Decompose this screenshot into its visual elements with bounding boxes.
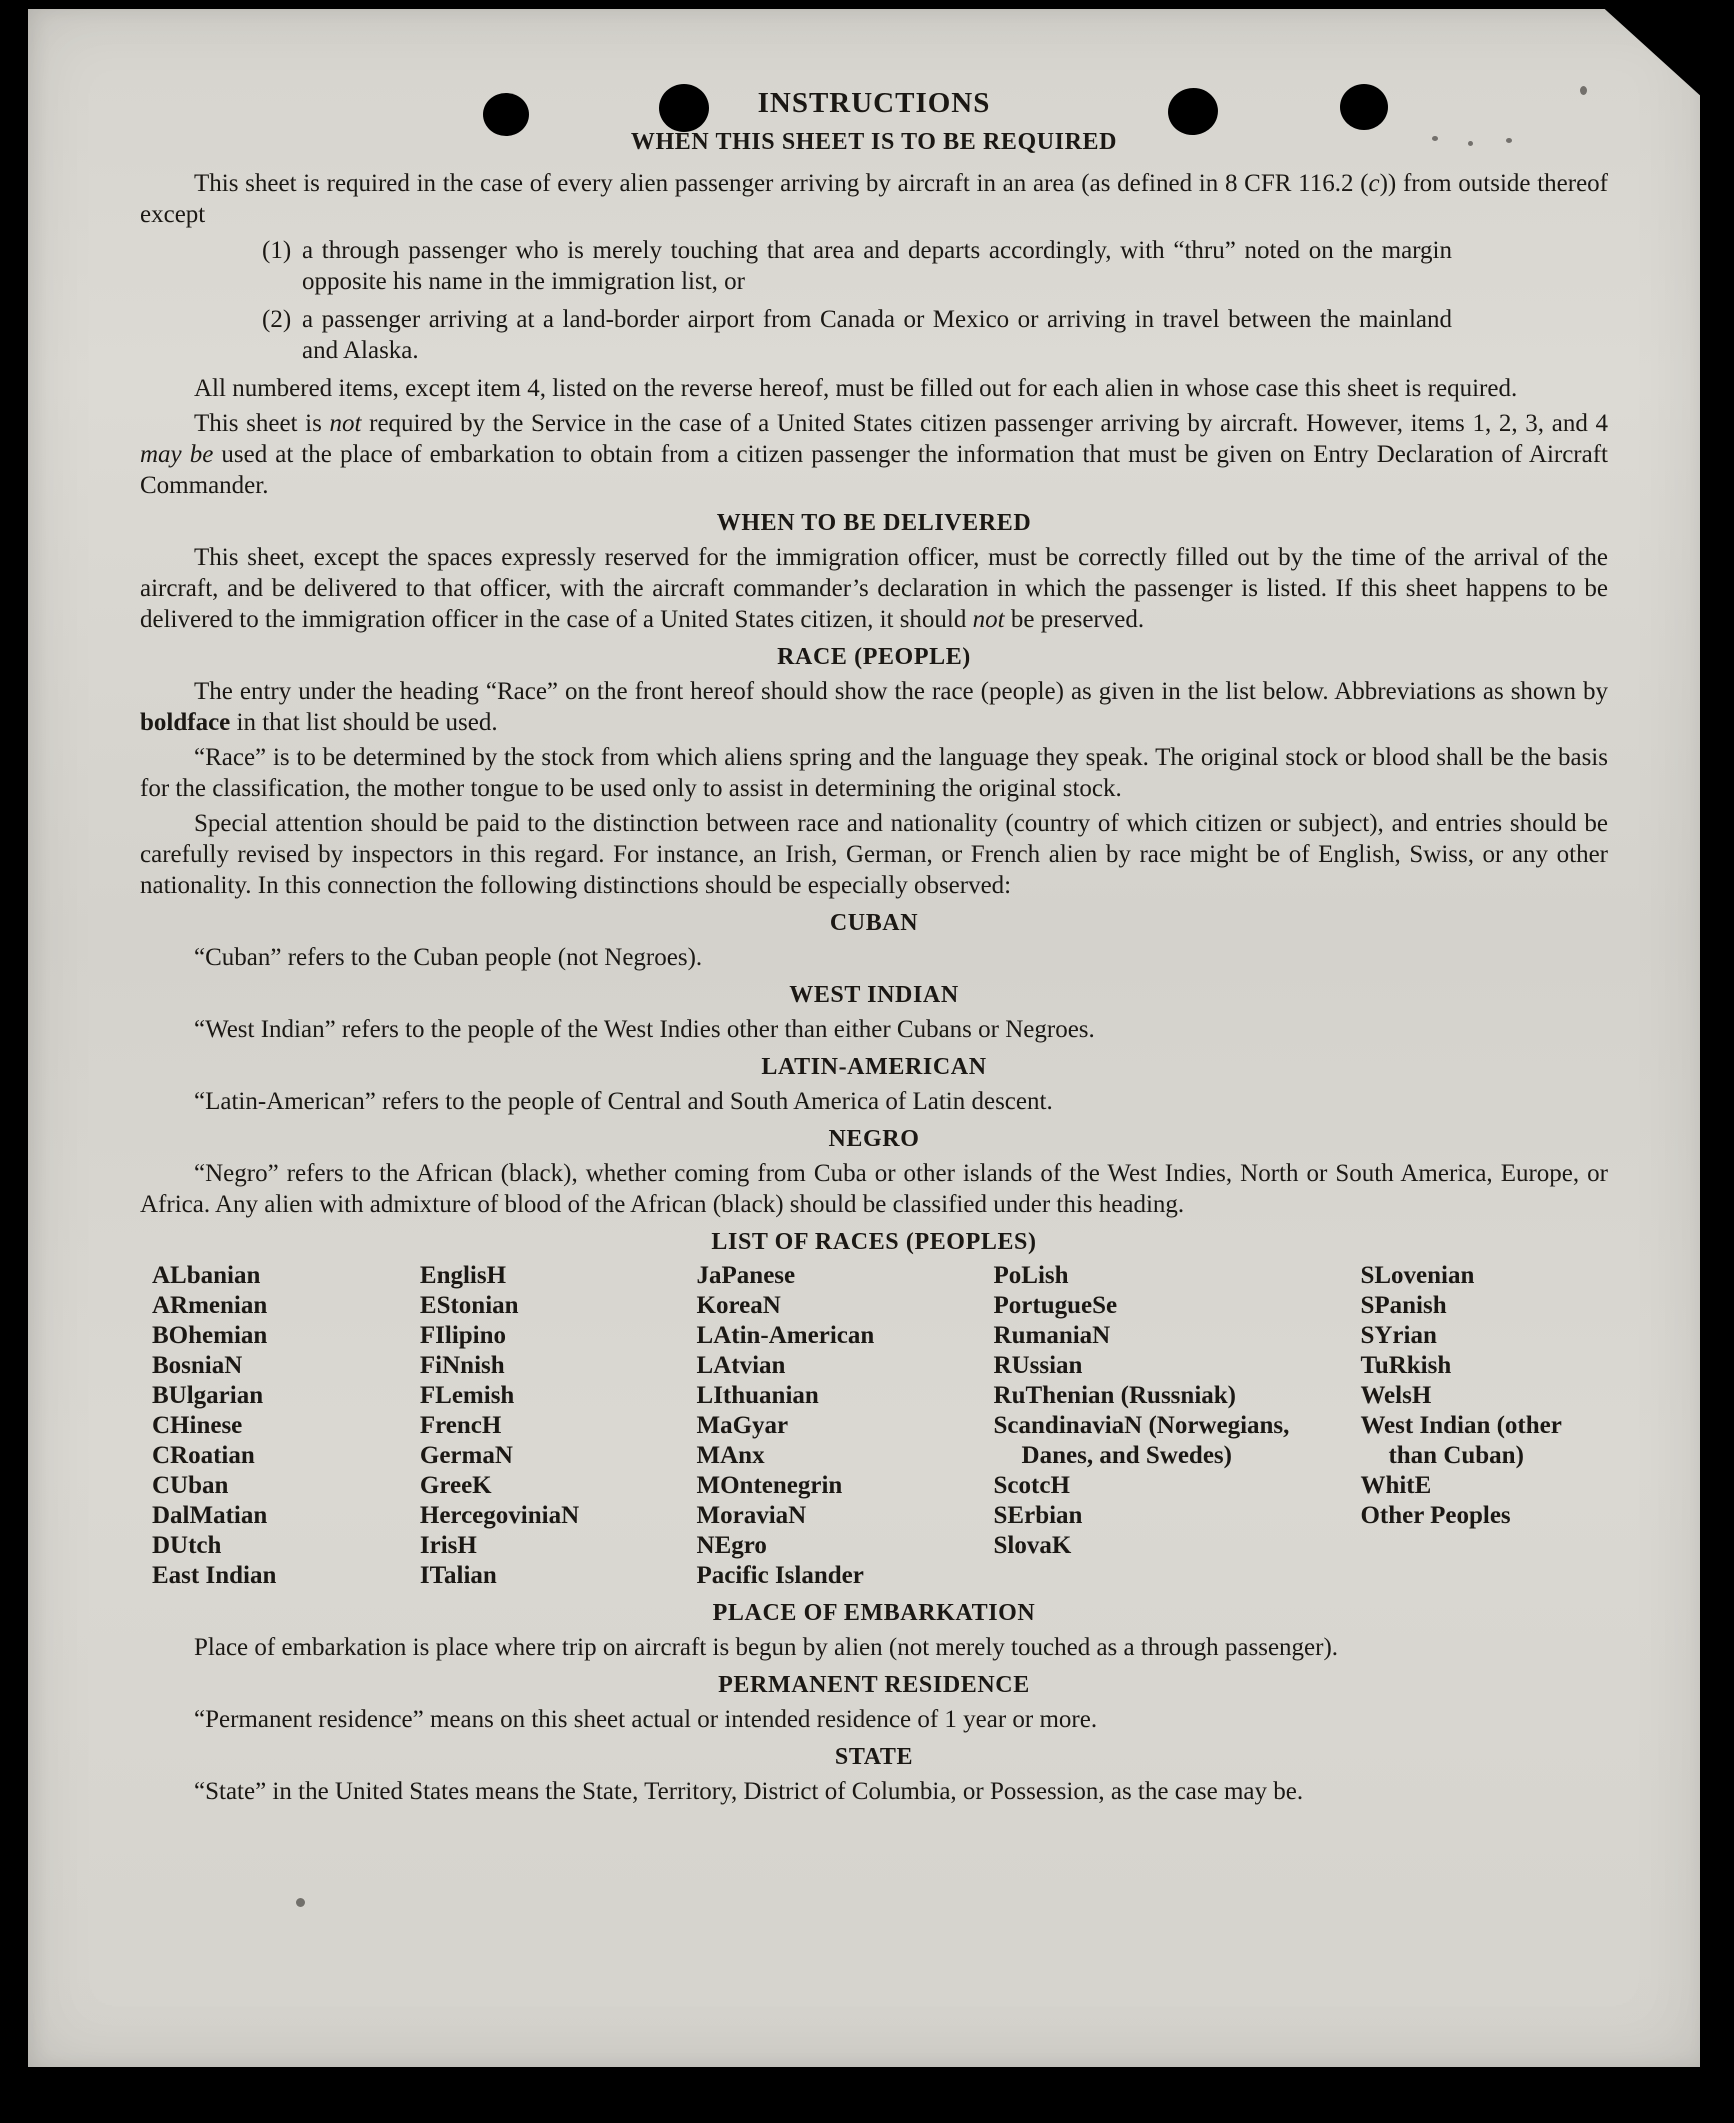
section-heading: PERMANENT RESIDENCE — [718, 1672, 1030, 1698]
document-subtitle: WHEN THIS SHEET IS TO BE REQUIRED — [630, 129, 1118, 155]
race-item: FLemish — [419, 1382, 515, 1409]
race-item: MAnx — [696, 1442, 765, 1469]
race-item: ALbanian — [152, 1262, 261, 1289]
race-item: JaPanese — [696, 1262, 796, 1289]
text-run: )) from outside thereof except — [140, 170, 1608, 228]
race-item: RuThenian (Russniak) — [993, 1382, 1236, 1409]
race-item: MOntenegrin — [696, 1472, 843, 1499]
paragraph — [140, 1158, 1608, 1220]
races-column — [697, 1261, 994, 1591]
text-run: “Permanent residence” means on this sheet actual or intended residence of 1 year or more. — [194, 1706, 1098, 1733]
race-item: Other Peoples — [1360, 1502, 1511, 1529]
race-item: FiNnish — [419, 1352, 505, 1379]
paragraph — [140, 742, 1608, 804]
text-run: not — [329, 410, 362, 437]
document-content — [140, 86, 1608, 1811]
race-item: CUban — [152, 1472, 229, 1499]
text-run: a through passenger who is merely touching that area and departs accordingly, with “thru” noted on the margin opposite his name in the immigration list, or — [302, 237, 1452, 295]
section-heading: STATE — [834, 1744, 914, 1770]
text-run: required by the Service in the case of a United States citizen passenger arriving by aircraft. However, items 1, 2, 3, and 4 — [361, 410, 1608, 437]
text-run: The entry under the heading “Race” on the front hereof should show the race (people) as given in the list below. Abbreviations as shown by — [194, 678, 1608, 705]
paragraph — [140, 808, 1608, 901]
race-item: Pacific Islander — [696, 1562, 864, 1589]
text-run: Place of embarkation is place where trip on aircraft is begun by alien (not merely touched as a through passenger). — [194, 1634, 1339, 1661]
race-item: BosniaN — [152, 1352, 243, 1379]
text-run: in that list should be used. — [230, 709, 498, 736]
race-item: ScandinaviaN (Norwegians, Danes, and Swedes) — [993, 1412, 1290, 1469]
paragraph — [140, 408, 1608, 501]
race-item: FrencH — [419, 1412, 502, 1439]
race-item: LIthuanian — [696, 1382, 819, 1409]
paragraph — [140, 1014, 1608, 1045]
race-item: SYrian — [1360, 1322, 1437, 1349]
race-item: DalMatian — [152, 1502, 268, 1529]
race-item: HercegoviniaN — [419, 1502, 580, 1529]
text-run: c — [1368, 170, 1380, 197]
race-item: East Indian — [152, 1562, 277, 1589]
item-text — [302, 304, 1452, 366]
document-body — [140, 168, 1608, 1807]
paragraph — [140, 168, 1608, 230]
races-list — [152, 1261, 1608, 1591]
text-run: a passenger arriving at a land-border airport from Canada or Mexico or arriving in travel between the mainland and Alaska. — [302, 306, 1452, 364]
races-column — [420, 1261, 697, 1591]
races-column — [994, 1261, 1361, 1591]
race-item: EStonian — [419, 1292, 519, 1319]
text-run: This sheet, except the spaces expressly reserved for the immigration officer, must be correctly filled out by the time of the arrival of the aircraft, and be delivered to that officer, with the aircraft commander’s declaration in which the passenger is listed. If this sheet happens to be delivered to the immigration officer in the case of a United States citizen, it should — [140, 544, 1608, 633]
race-item: GreeK — [419, 1472, 492, 1499]
text-run: “West Indian” refers to the people of the West Indies other than either Cubans or Negroes. — [194, 1016, 1095, 1043]
section-heading: LIST OF RACES (PEOPLES) — [711, 1229, 1037, 1255]
section-heading: CUBAN — [829, 910, 919, 936]
race-item: SPanish — [1360, 1292, 1447, 1319]
race-item: BUlgarian — [152, 1382, 264, 1409]
races-column — [152, 1261, 420, 1591]
race-item: RumaniaN — [993, 1322, 1111, 1349]
race-item: IrisH — [419, 1532, 477, 1559]
item-text — [302, 235, 1452, 297]
text-run: “Latin-American” refers to the people of Central and South America of Latin descent. — [194, 1088, 1053, 1115]
text-run: “Negro” refers to the African (black), whether coming from Cuba or other islands of the West Indies, North or South America, Europe, or Africa. Any alien with admixture of blood of the African (black) should be classified under this heading. — [140, 1160, 1608, 1218]
race-item: ScotcH — [993, 1472, 1070, 1499]
text-run: “State” in the United States means the State, Territory, District of Columbia, or Possession, as the case may be. — [194, 1778, 1304, 1805]
scan-speck — [296, 1898, 305, 1907]
race-item: SlovaK — [993, 1532, 1072, 1559]
paragraph — [140, 1704, 1608, 1735]
race-item: CRoatian — [152, 1442, 255, 1469]
text-run: “Race” is to be determined by the stock from which aliens spring and the language they speak. The original stock or blood shall be the basis for the classification, the mother tongue to be used only to assist in determining the original stock. — [140, 744, 1608, 802]
race-item: PortugueSe — [993, 1292, 1118, 1319]
section-heading: PLACE OF EMBARKATION — [712, 1600, 1036, 1626]
paragraph — [140, 1632, 1608, 1663]
race-item: FIlipino — [419, 1322, 507, 1349]
text-run: not — [972, 606, 1005, 633]
item-number: (2) — [262, 306, 292, 333]
text-run: “Cuban” refers to the Cuban people (not Negroes). — [194, 944, 703, 971]
text-run: be preserved. — [1004, 606, 1145, 633]
section-heading: WEST INDIAN — [789, 982, 959, 1008]
race-item: KoreaN — [696, 1292, 781, 1319]
numbered-item — [262, 235, 1452, 297]
race-item: DUtch — [152, 1532, 222, 1559]
race-item: MoraviaN — [696, 1502, 807, 1529]
race-item: CHinese — [152, 1412, 243, 1439]
paragraph — [140, 373, 1608, 404]
race-item: West Indian (other than Cuban) — [1360, 1412, 1562, 1469]
races-column — [1360, 1261, 1608, 1591]
section-heading: NEGRO — [828, 1126, 920, 1152]
paragraph — [140, 676, 1608, 738]
race-item: WhitE — [1360, 1472, 1432, 1499]
race-item: BOhemian — [152, 1322, 268, 1349]
race-item: TuRkish — [1360, 1352, 1452, 1379]
text-run: used at the place of embarkation to obtain from a citizen passenger the information that must be given on Entry Declaration of Aircraft Commander. — [140, 441, 1609, 499]
race-item: NEgro — [696, 1532, 767, 1559]
paragraph — [140, 1776, 1608, 1807]
paragraph — [140, 542, 1608, 635]
section-heading: RACE (PEOPLE) — [777, 644, 971, 670]
race-item: SErbian — [993, 1502, 1083, 1529]
race-item: EnglisH — [419, 1262, 507, 1289]
numbered-item — [262, 304, 1452, 366]
item-number: (1) — [262, 237, 292, 264]
document-title: INSTRUCTIONS — [757, 87, 991, 119]
race-item: LAtvian — [696, 1352, 786, 1379]
race-item: RUssian — [993, 1352, 1083, 1379]
text-run: Special attention should be paid to the distinction between race and nationality (country of which citizen or subject), and entries should be carefully revised by inspectors in this regard. For instance, an Irish, German, or French alien by race might be of English, Swiss, or any other nationality. In this connection the following distinctions should be especially observed: — [140, 810, 1608, 899]
race-item: WelsH — [1360, 1382, 1432, 1409]
text-run: boldface — [140, 709, 231, 736]
section-heading: WHEN TO BE DELIVERED — [716, 510, 1032, 536]
race-item: SLovenian — [1360, 1262, 1475, 1289]
text-run: This sheet is required in the case of every alien passenger arriving by aircraft in an area (as defined in 8 CFR 116.2 ( — [194, 170, 1369, 197]
race-item: PoLish — [993, 1262, 1069, 1289]
paragraph — [140, 1086, 1608, 1117]
section-heading: LATIN-AMERICAN — [761, 1054, 987, 1080]
race-item: ARmenian — [152, 1292, 268, 1319]
text-run: All numbered items, except item 4, listed on the reverse hereof, must be filled out for each alien in whose case this sheet is required. — [194, 375, 1518, 402]
race-item: LAtin-American — [696, 1322, 875, 1349]
race-item: GermaN — [419, 1442, 513, 1469]
text-run: This sheet is — [194, 410, 330, 437]
race-item: MaGyar — [696, 1412, 789, 1439]
paragraph — [140, 942, 1608, 973]
race-item: ITalian — [419, 1562, 497, 1589]
text-run: may be — [140, 441, 214, 468]
